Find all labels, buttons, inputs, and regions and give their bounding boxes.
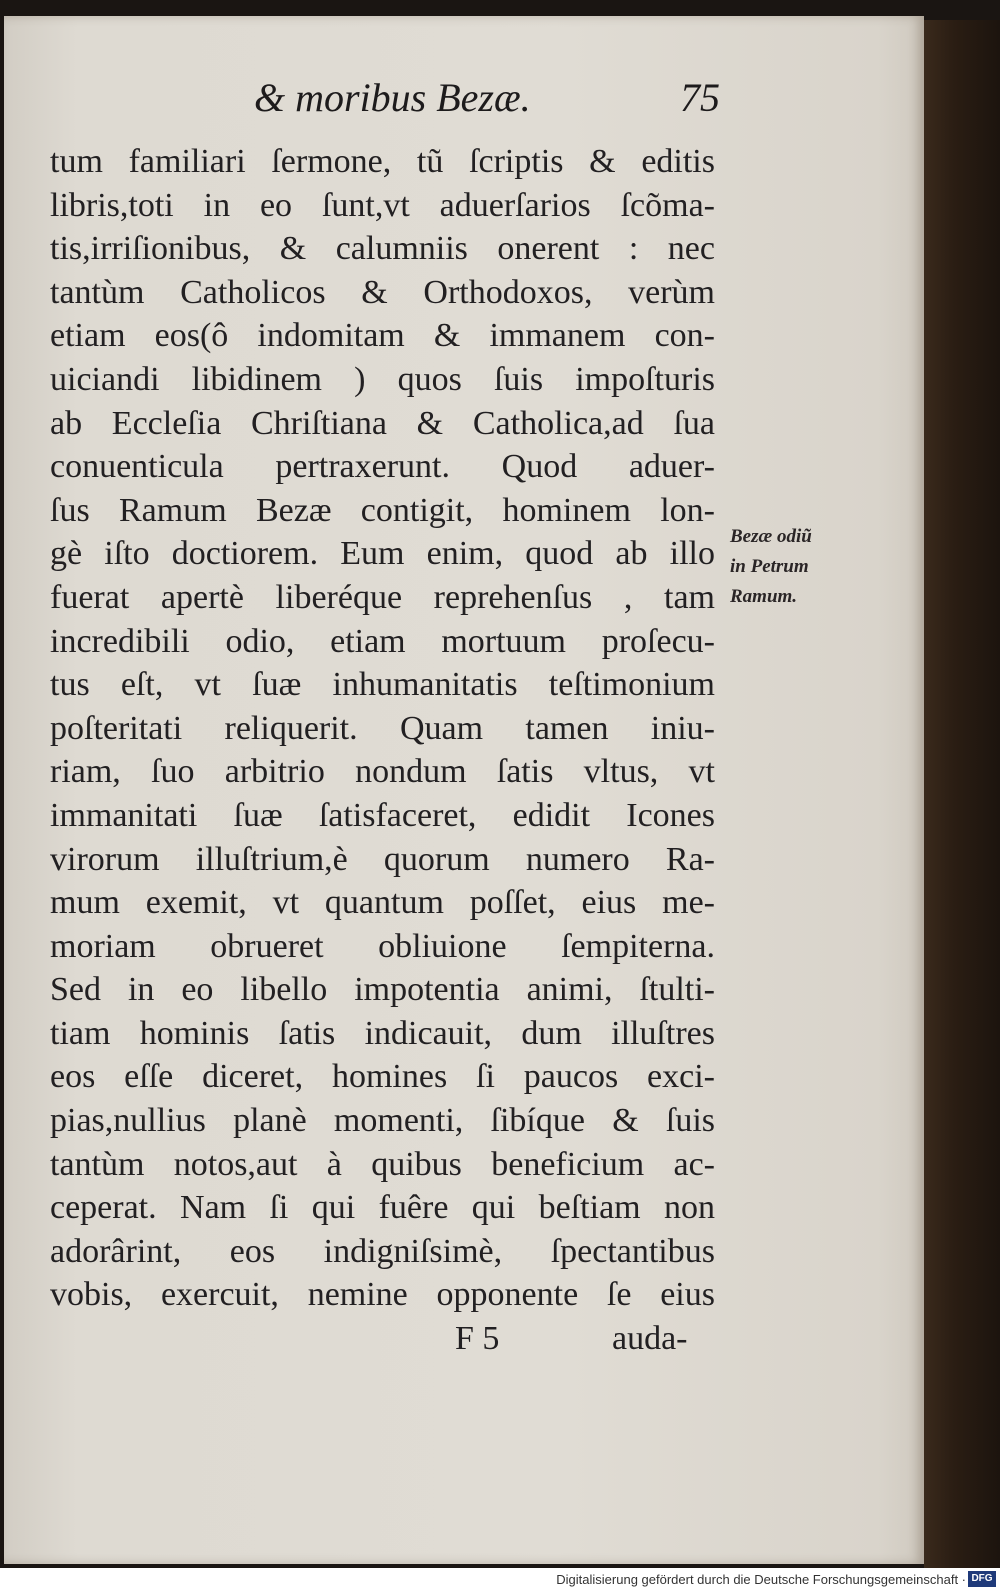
- text-line: ſus Ramum Bezæ contigit, hominem lon-: [50, 491, 715, 529]
- signature-mark: F 5: [455, 1320, 500, 1357]
- text-line: poſteritati reliquerit. Quam tamen iniu-: [50, 709, 715, 747]
- text-line: immanitati ſuæ ſatisfaceret, edidit Icones: [50, 796, 715, 834]
- text-line: tantùm notos,aut à quibus beneficium ac-: [50, 1145, 715, 1183]
- text-line: mum exemit, vt quantum poſſet, eius me-: [50, 884, 715, 922]
- catchword: auda-: [612, 1320, 688, 1357]
- digitization-footer: [0, 1568, 1000, 1595]
- text-line: conuenticula pertraxerunt. Quod aduer-: [50, 448, 715, 486]
- page-number: 75: [680, 75, 720, 120]
- text-line: libris,toti in eo ſunt,vt aduerſarios ſcõma-: [50, 186, 715, 224]
- book-fore-edge: [924, 20, 1000, 1568]
- marginal-note-line: Ramum.: [730, 586, 798, 607]
- text-line: tantùm Catholicos & Orthodoxos, verùm: [50, 273, 715, 311]
- text-line: moriam obrueret obliuione ſempiterna.: [50, 927, 715, 965]
- running-head: & moribus Bezæ.: [254, 75, 531, 120]
- footer-credit: Digitalisierung gefördert durch die Deutsche Forschungsgemeinschaft ·: [556, 1572, 966, 1587]
- text-line: tiam hominis ſatis indicauit, dum illuſtres: [50, 1014, 715, 1052]
- marginal-note-line: in Petrum: [730, 556, 809, 577]
- text-line: uiciandi libidinem ) quos ſuis impoſturis: [50, 360, 715, 398]
- marginal-note-line: Bezæ odiũ: [730, 526, 812, 547]
- text-line: etiam eos(ô indomitam & immanem con-: [50, 317, 715, 355]
- text-line: fuerat apertè liberéque reprehenſus , tam: [50, 578, 715, 616]
- body-text: [50, 140, 715, 1317]
- dfg-logo: DFG: [968, 1571, 996, 1587]
- text-line: tus eſt, vt ſuæ inhumanitatis teſtimonium: [50, 666, 715, 704]
- marginal-note: [730, 522, 860, 612]
- text-line: incredibili odio, etiam mortuum proſecu-: [50, 622, 715, 660]
- text-line: gè iſto doctiorem. Eum enim, quod ab illo: [50, 535, 715, 573]
- text-line: Sed in eo libello impotentia animi, ſtulti-: [50, 971, 715, 1009]
- text-line: ceperat. Nam ſi qui fuêre qui beſtiam non: [50, 1189, 715, 1227]
- text-line: vobis, exercuit, nemine opponente ſe eius: [50, 1276, 715, 1314]
- text-line: virorum illuſtrium,è quorum numero Ra-: [50, 840, 715, 878]
- text-line: tis,irriſionibus, & calumniis onerent : nec: [50, 230, 715, 268]
- text-line: ab Eccleſia Chriſtiana & Catholica,ad ſua: [50, 404, 715, 442]
- text-line: riam, ſuo arbitrio nondum ſatis vltus, vt: [50, 753, 715, 791]
- text-line: pias,nullius planè momenti, ſibíque & ſuis: [50, 1102, 715, 1140]
- text-line: adorârint, eos indigniſsimè, ſpectantibus: [50, 1232, 715, 1270]
- text-line: eos eſſe diceret, homines ſi paucos exci-: [50, 1058, 715, 1096]
- text-line: tum familiari ſermone, tũ ſcriptis & editis: [50, 143, 715, 180]
